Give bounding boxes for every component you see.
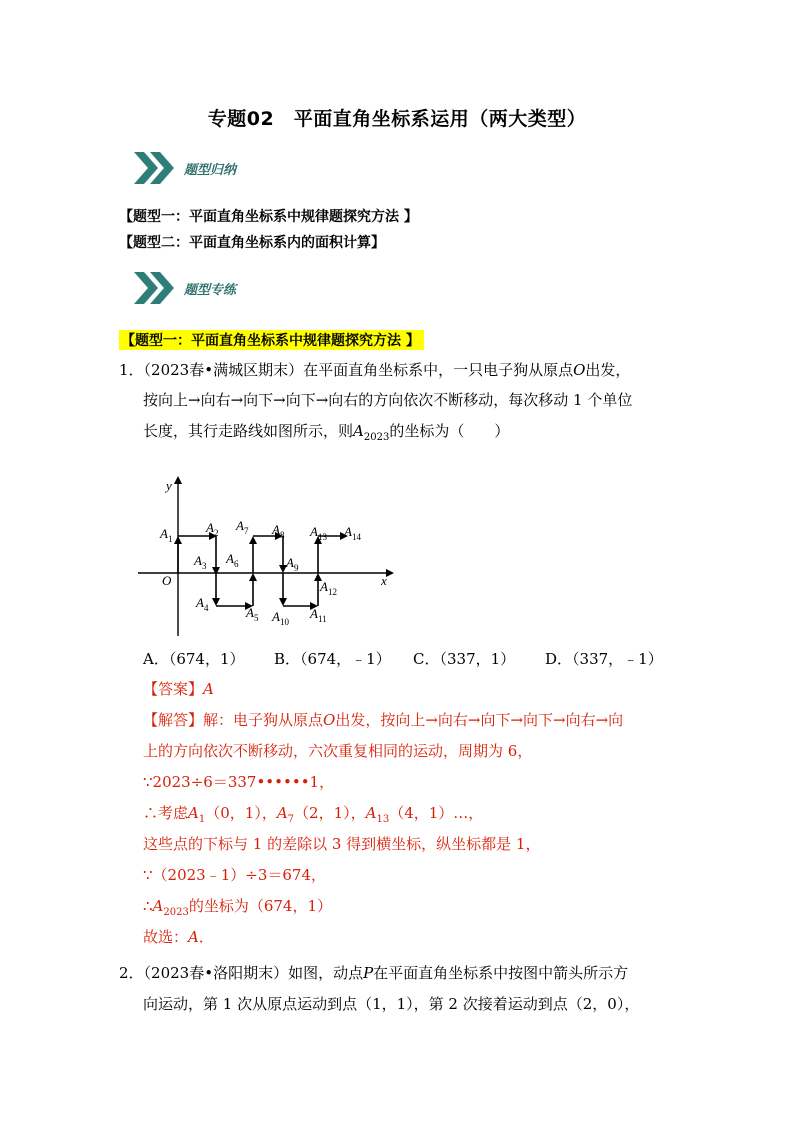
solution-line-1: 【解答】解：电子狗从原点O出发，按向上→向右→向下→向下→向右→向 [143,711,624,729]
double-chevron-icon [128,148,180,188]
point-label-8: $A_8$ [272,522,285,540]
point-label-2: $A_2$ [206,520,219,538]
point-label-5: $A_5$ [246,605,259,623]
question-number: 1． [119,361,144,379]
option-d: D．（337，﹣1） [545,650,663,668]
question-number: 2． [119,964,144,982]
answer [143,674,214,705]
origin-label: O [162,573,172,588]
point-label-14: $A_{14}$ [344,524,361,542]
point-label-10: $A_{10}$ [272,609,289,627]
point-label-1: $A_1$ [160,526,173,544]
point-label-9: $A_9$ [286,555,299,573]
path-figure [130,470,400,640]
x-axis-label: x [381,573,387,588]
point-label-4: $A_4$ [196,595,209,613]
banner-summary-label: 题型归纳 [184,162,237,178]
type-list-item-1: 【题型一：平面直角坐标系中规律题探究方法 】 [119,209,418,225]
point-label-7: $A_7$ [236,518,249,536]
double-chevron-icon [128,268,180,308]
answer-value: A [203,680,214,698]
section-banner-summary [128,148,236,188]
question-1-line-3: 长度，其行走路线如图所示，则$A_{2023}$的坐标为（ ） [143,422,510,443]
option-b: B．（674，﹣1） [274,650,391,668]
point-label-13: $A_{13}$ [310,524,327,542]
solution-line-4: ∴考虑$A_1(0$，1），$A_7(2$，1），$A_{13}(4$，1）…， [143,804,484,825]
type-list-item-2: 【题型二：平面直角坐标系内的面积计算】 [119,235,385,251]
answer-label: 【答案】 [143,680,204,698]
solution-line-3: ∵2023÷6＝337••••••1， [143,773,335,791]
solution-line-2: 上的方向依次不断移动，六次重复相同的运动，周期为 6， [143,742,533,760]
section-banner-practice [128,268,236,308]
solution-line-6: ∵（2023﹣1）÷3＝674， [143,866,327,884]
question-1: 1．（2023春•满城区期末）在平面直角坐标系中，一只电子狗从原点O出发， [119,361,631,379]
solution-line-5: 这些点的下标与 1 的差除以 3 得到横坐标，纵坐标都是 1， [143,835,541,853]
solution-line-7: $\therefore A_{2023}$的坐标为（674，1） [143,897,333,918]
point-label-3: $A_3$ [194,553,207,571]
question-2: 2．（2023春•洛阳期末）如图，动点P在平面直角坐标系中按图中箭头所示方 [119,964,629,982]
point-label-11: $A_{11}$ [310,606,327,624]
point-label-6: $A_6$ [226,551,239,569]
solution-label: 【解答】 [143,711,204,729]
option-c: C．（337，1） [413,650,516,668]
question-1-line-2: 按向上→向右→向下→向下→向右的方向依次不断移动，每次移动 1 个单位 [143,391,633,409]
page-title: 专题02 平面直角坐标系运用（两大类型） [207,108,587,130]
banner-practice-label: 题型专练 [184,282,237,298]
solution-line-8: 故选：A． [143,928,214,946]
option-a: A．（674，1） [143,650,245,668]
question-2-line-2: 向运动，第 1 次从原点运动到点（1，1），第 2 次接着运动到点（2，0）， [143,995,640,1013]
section-heading-type1: 【题型一：平面直角坐标系中规律题探究方法 】 [119,330,424,350]
point-label-12: $A_{12}$ [320,579,337,597]
y-axis-label: y [166,478,172,493]
